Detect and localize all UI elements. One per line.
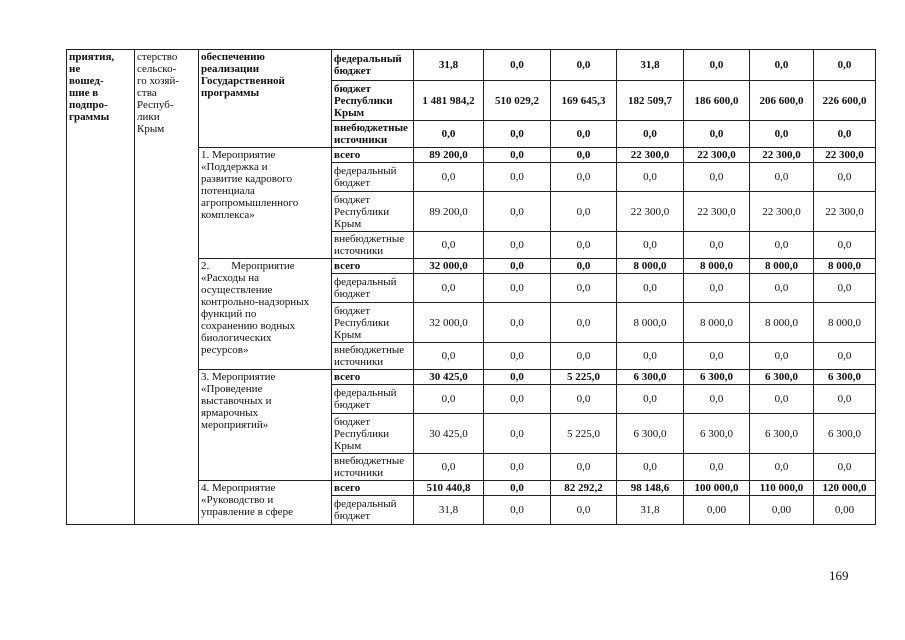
amount-cell: 0,0: [814, 274, 876, 303]
amount-cell: 0,0: [750, 343, 814, 370]
amount-cell: 0,0: [551, 50, 617, 81]
amount-cell: 0,0: [484, 192, 551, 232]
amount-cell: 0,0: [484, 259, 551, 274]
amount-cell: 0,0: [684, 232, 750, 259]
amount-cell: 0,0: [617, 385, 684, 414]
funding-source-cell: бюджет Республики Крым: [332, 414, 414, 454]
amount-cell: 0,0: [684, 274, 750, 303]
funding-source-cell: всего: [332, 370, 414, 385]
amount-cell: 6 300,0: [814, 370, 876, 385]
amount-cell: 0,0: [551, 303, 617, 343]
amount-cell: 6 300,0: [617, 414, 684, 454]
amount-cell: 0,0: [684, 50, 750, 81]
amount-cell: 0,00: [814, 496, 876, 525]
funding-source-cell: бюджет Республики Крым: [332, 303, 414, 343]
amount-cell: 0,0: [684, 163, 750, 192]
amount-cell: 510 029,2: [484, 81, 551, 121]
amount-cell: 0,0: [814, 385, 876, 414]
amount-cell: 5 225,0: [551, 414, 617, 454]
amount-cell: 22 300,0: [617, 192, 684, 232]
amount-cell: 0,0: [551, 274, 617, 303]
amount-cell: 0,0: [551, 343, 617, 370]
amount-cell: 89 200,0: [414, 192, 484, 232]
cell-text-line: биологических: [201, 332, 272, 344]
amount-cell: 0,0: [750, 121, 814, 148]
amount-cell: 0,0: [484, 481, 551, 496]
amount-cell: 0,0: [484, 385, 551, 414]
amount-cell: 0,0: [484, 496, 551, 525]
cell-text-line: вошед-: [69, 75, 104, 87]
amount-cell: 0,0: [551, 163, 617, 192]
amount-cell: 6 300,0: [750, 370, 814, 385]
amount-cell: 0,0: [617, 454, 684, 481]
amount-cell: 31,8: [617, 496, 684, 525]
amount-cell: 0,0: [750, 274, 814, 303]
amount-cell: 22 300,0: [814, 192, 876, 232]
amount-cell: 0,0: [617, 343, 684, 370]
amount-cell: 0,0: [484, 414, 551, 454]
amount-cell: 0,0: [484, 370, 551, 385]
amount-cell: 182 509,7: [617, 81, 684, 121]
cell-text-line: ства: [137, 87, 157, 99]
amount-cell: 8 000,0: [684, 259, 750, 274]
amount-cell: 0,0: [750, 50, 814, 81]
event-description-cell: [199, 259, 332, 370]
cell-text-line: контрольно-надзорных: [201, 296, 310, 308]
program-title-cell: [199, 50, 332, 148]
amount-cell: 0,0: [684, 121, 750, 148]
amount-cell: 100 000,0: [684, 481, 750, 496]
amount-cell: 0,0: [484, 303, 551, 343]
cell-text-line: «Проведение: [201, 383, 263, 395]
amount-cell: 22 300,0: [684, 148, 750, 163]
amount-cell: 0,0: [484, 232, 551, 259]
funding-source-cell: внебюджетные источники: [332, 232, 414, 259]
cell-text-line: 2. Мероприятие: [201, 260, 295, 272]
amount-cell: 110 000,0: [750, 481, 814, 496]
amount-cell: 1 481 984,2: [414, 81, 484, 121]
amount-cell: 32 000,0: [414, 303, 484, 343]
cell-text-line: шие в: [69, 87, 99, 99]
amount-cell: 6 300,0: [814, 414, 876, 454]
cell-text-line: 1. Мероприятие: [201, 149, 276, 161]
cell-text-line: го хозяй-: [137, 75, 180, 87]
amount-cell: 8 000,0: [750, 259, 814, 274]
amount-cell: 5 225,0: [551, 370, 617, 385]
amount-cell: 0,0: [750, 454, 814, 481]
cell-text-line: «Руководство и: [201, 494, 274, 506]
amount-cell: 0,0: [684, 385, 750, 414]
amount-cell: 6 300,0: [684, 370, 750, 385]
amount-cell: 0,0: [617, 121, 684, 148]
amount-cell: 0,0: [814, 232, 876, 259]
funding-source-cell: внебюджетные источники: [332, 343, 414, 370]
amount-cell: 0,0: [551, 259, 617, 274]
cell-text-line: 3. Мероприятие: [201, 371, 276, 383]
cell-text-line: потенциала: [201, 185, 255, 197]
funding-source-cell: федеральный бюджет: [332, 385, 414, 414]
budget-table: [66, 49, 876, 525]
amount-cell: 6 300,0: [684, 414, 750, 454]
amount-cell: 0,0: [551, 232, 617, 259]
amount-cell: 8 000,0: [814, 259, 876, 274]
amount-cell: 6 300,0: [617, 370, 684, 385]
amount-cell: 0,0: [484, 121, 551, 148]
amount-cell: 0,0: [684, 343, 750, 370]
amount-cell: 32 000,0: [414, 259, 484, 274]
funding-source-cell: федеральный бюджет: [332, 496, 414, 525]
amount-cell: 0,0: [814, 121, 876, 148]
amount-cell: 8 000,0: [617, 259, 684, 274]
funding-source-cell: всего: [332, 481, 414, 496]
amount-cell: 6 300,0: [750, 414, 814, 454]
amount-cell: 186 600,0: [684, 81, 750, 121]
amount-cell: 169 645,3: [551, 81, 617, 121]
funding-source-cell: федеральный бюджет: [332, 274, 414, 303]
amount-cell: 0,0: [814, 454, 876, 481]
funding-source-cell: бюджет Республики Крым: [332, 81, 414, 121]
cell-text-line: осуществление: [201, 284, 273, 296]
amount-cell: 22 300,0: [617, 148, 684, 163]
cell-text-line: управление в сфере: [201, 506, 293, 518]
amount-cell: 98 148,6: [617, 481, 684, 496]
cell-text-line: мероприятий»: [201, 419, 269, 431]
amount-cell: 8 000,0: [750, 303, 814, 343]
amount-cell: 89 200,0: [414, 148, 484, 163]
cell-text-line: ярмарочных: [201, 407, 259, 419]
amount-cell: 120 000,0: [814, 481, 876, 496]
amount-cell: 0,0: [814, 50, 876, 81]
event-description-cell: [199, 370, 332, 481]
amount-cell: 31,8: [414, 496, 484, 525]
amount-cell: 0,0: [617, 163, 684, 192]
cell-text-line: подпро-: [69, 99, 108, 111]
amount-cell: 0,0: [414, 121, 484, 148]
amount-cell: 31,8: [414, 50, 484, 81]
amount-cell: 82 292,2: [551, 481, 617, 496]
amount-cell: 0,0: [814, 343, 876, 370]
amount-cell: 22 300,0: [814, 148, 876, 163]
cell-text-line: граммы: [69, 111, 110, 123]
cell-text-line: 4. Мероприятие: [201, 482, 276, 494]
amount-cell: 8 000,0: [617, 303, 684, 343]
amount-cell: 0,0: [551, 454, 617, 481]
cell-text-line: стерство: [137, 51, 178, 63]
amount-cell: 0,0: [484, 148, 551, 163]
event-description-cell: [199, 148, 332, 259]
amount-cell: 0,0: [484, 343, 551, 370]
amount-cell: 0,0: [414, 232, 484, 259]
amount-cell: 0,0: [750, 163, 814, 192]
funding-source-cell: федеральный бюджет: [332, 50, 414, 81]
cell-text-line: «Расходы на: [201, 272, 260, 284]
cell-text-line: «Поддержка и: [201, 161, 268, 173]
amount-cell: 8 000,0: [684, 303, 750, 343]
funding-source-cell: федеральный бюджет: [332, 163, 414, 192]
amount-cell: 0,00: [750, 496, 814, 525]
amount-cell: 0,0: [484, 454, 551, 481]
amount-cell: 510 440,8: [414, 481, 484, 496]
page-number: 169: [829, 568, 849, 583]
funding-source-cell: всего: [332, 148, 414, 163]
amount-cell: 206 600,0: [750, 81, 814, 121]
amount-cell: 8 000,0: [814, 303, 876, 343]
cell-text-line: сохранению водных: [201, 320, 296, 332]
cell-text-line: выставочных и: [201, 395, 272, 407]
event-description-cell: [199, 481, 332, 525]
table-row: [67, 50, 876, 81]
amount-cell: 0,0: [551, 148, 617, 163]
amount-cell: 0,0: [551, 385, 617, 414]
amount-cell: 0,0: [414, 274, 484, 303]
funding-source-cell: внебюджетные источники: [332, 121, 414, 148]
amount-cell: 30 425,0: [414, 414, 484, 454]
cell-text-line: Государственной: [201, 75, 285, 87]
amount-cell: 0,0: [684, 454, 750, 481]
cell-text-line: программы: [201, 87, 260, 99]
amount-cell: 0,0: [617, 232, 684, 259]
cell-text-line: агропромышленного: [201, 197, 299, 209]
amount-cell: 0,0: [484, 274, 551, 303]
amount-cell: 0,0: [750, 232, 814, 259]
amount-cell: 226 600,0: [814, 81, 876, 121]
funding-source-cell: бюджет Республики Крым: [332, 192, 414, 232]
cell-text-line: ресурсов»: [201, 344, 249, 356]
cell-text-line: Крым: [137, 123, 165, 135]
cell-text-line: комплекса»: [201, 209, 255, 221]
funding-source-cell: внебюджетные источники: [332, 454, 414, 481]
amount-cell: 0,0: [414, 343, 484, 370]
amount-cell: 22 300,0: [684, 192, 750, 232]
amount-cell: 0,0: [484, 163, 551, 192]
amount-cell: 0,0: [484, 50, 551, 81]
amount-cell: 22 300,0: [750, 148, 814, 163]
amount-cell: 0,0: [750, 385, 814, 414]
amount-cell: 0,00: [684, 496, 750, 525]
cell-text-line: приятия,: [69, 51, 115, 63]
amount-cell: 0,0: [414, 163, 484, 192]
amount-cell: 22 300,0: [750, 192, 814, 232]
amount-cell: 30 425,0: [414, 370, 484, 385]
cell-text-line: развитие кадрового: [201, 173, 293, 185]
amount-cell: 31,8: [617, 50, 684, 81]
cell-text-line: лики: [137, 111, 160, 123]
amount-cell: 0,0: [814, 163, 876, 192]
amount-cell: 0,0: [617, 274, 684, 303]
cell-text-line: не: [69, 63, 81, 75]
amount-cell: 0,0: [551, 192, 617, 232]
budget-table-body: [67, 50, 876, 525]
executor-cell: [135, 50, 199, 525]
amount-cell: 0,0: [551, 496, 617, 525]
cell-text-line: обеспечению: [201, 51, 265, 63]
cell-text-line: сельско-: [137, 63, 177, 75]
amount-cell: 0,0: [551, 121, 617, 148]
subprogram-cell: [67, 50, 135, 525]
amount-cell: 0,0: [414, 385, 484, 414]
cell-text-line: реализации: [201, 63, 260, 75]
cell-text-line: функций по: [201, 308, 257, 320]
cell-text-line: Респуб-: [137, 99, 174, 111]
amount-cell: 0,0: [414, 454, 484, 481]
funding-source-cell: всего: [332, 259, 414, 274]
